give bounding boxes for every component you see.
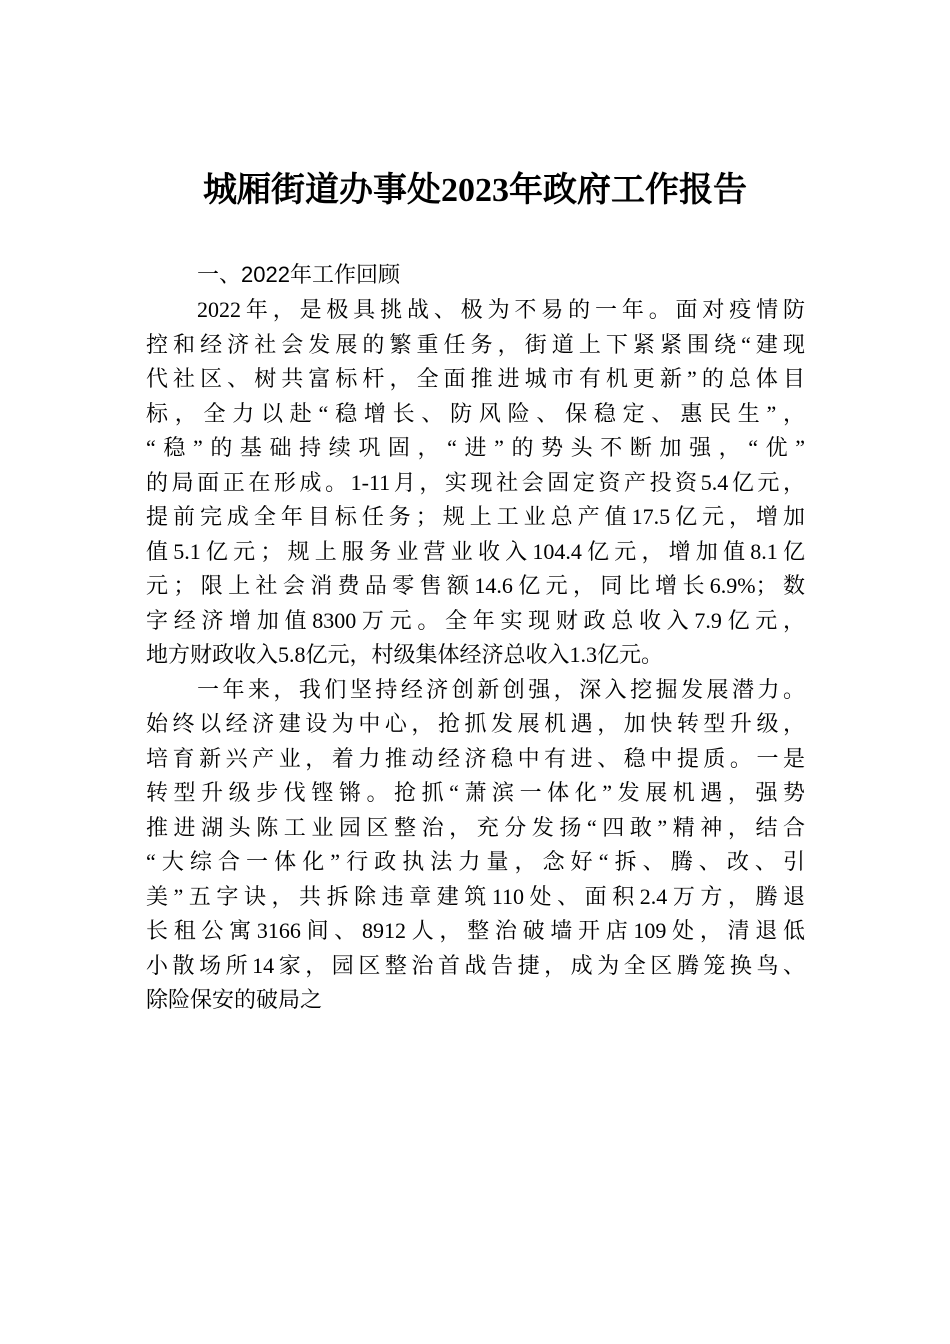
paragraph-2-line: 美”五字诀，共拆除违章建筑110处、面积2.4万方，腾退 bbox=[146, 883, 805, 909]
paragraph-1-line: 的局面正在形成。1-11月，实现社会固定资产投资5.4亿元， bbox=[146, 469, 805, 495]
document-title: 城厢街道办事处2023年政府工作报告 bbox=[203, 172, 747, 209]
paragraph-2-line: 转型升级步伐铿锵。抢抓“萧滨一体化”发展机遇，强势 bbox=[146, 780, 805, 805]
section-heading: 一、2022年工作回顾 bbox=[197, 262, 400, 287]
paragraph-2-line: 一年来，我们坚持经济创新创强，深入挖掘发展潜力。 bbox=[197, 676, 805, 702]
paragraph-1-line: 地方财政收入5.8亿元，村级集体经济总收入1.3亿元。 bbox=[146, 642, 664, 667]
paragraph-1-line: 元；限上社会消费品零售额14.6亿元，同比增长6.9%；数 bbox=[146, 573, 805, 598]
paragraph-2-line: 长租公寓3166间、8912人，整治破墙开店109处，清退低 bbox=[146, 918, 805, 943]
paragraph-1-line: “稳”的基础持续巩固，“进”的势头不断加强，“优” bbox=[146, 435, 805, 460]
paragraph-1-line: 值5.1亿元；规上服务业营业收入104.4亿元，增加值8.1亿 bbox=[146, 538, 805, 564]
paragraph-2-line: 推进湖头陈工业园区整治，充分发扬“四敢”精神，结合 bbox=[146, 814, 805, 840]
paragraph-1-line: 字经济增加值8300万元。全年实现财政总收入7.9亿元， bbox=[146, 607, 805, 633]
paragraph-2-line: “大综合一体化”行政执法力量，念好“拆、腾、改、引 bbox=[146, 849, 805, 874]
paragraph-1-line: 标，全力以赴“稳增长、防风险、保稳定、惠民生”， bbox=[146, 400, 805, 426]
paragraph-1-line: 提前完成全年目标任务；规上工业总产值17.5亿元，增加 bbox=[146, 504, 805, 529]
paragraph-2-line: 除险保安的破局之 bbox=[146, 987, 323, 1012]
paragraph-1-line: 代社区、树共富标杆，全面推进城市有机更新”的总体目 bbox=[146, 366, 805, 391]
paragraph-1-line: 2022年，是极具挑战、极为不易的一年。面对疫情防 bbox=[197, 297, 805, 322]
paragraph-2-line: 小散场所14家，园区整治首战告捷，成为全区腾笼换鸟、 bbox=[146, 952, 805, 978]
paragraph-1-line: 控和经济社会发展的繁重任务，街道上下紧紧围绕“建现 bbox=[146, 331, 805, 357]
paragraph-2-line: 始终以经济建设为中心，抢抓发展机遇，加快转型升级， bbox=[146, 711, 805, 736]
paragraph-2-line: 培育新兴产业，着力推动经济稳中有进、稳中提质。一是 bbox=[146, 745, 805, 771]
